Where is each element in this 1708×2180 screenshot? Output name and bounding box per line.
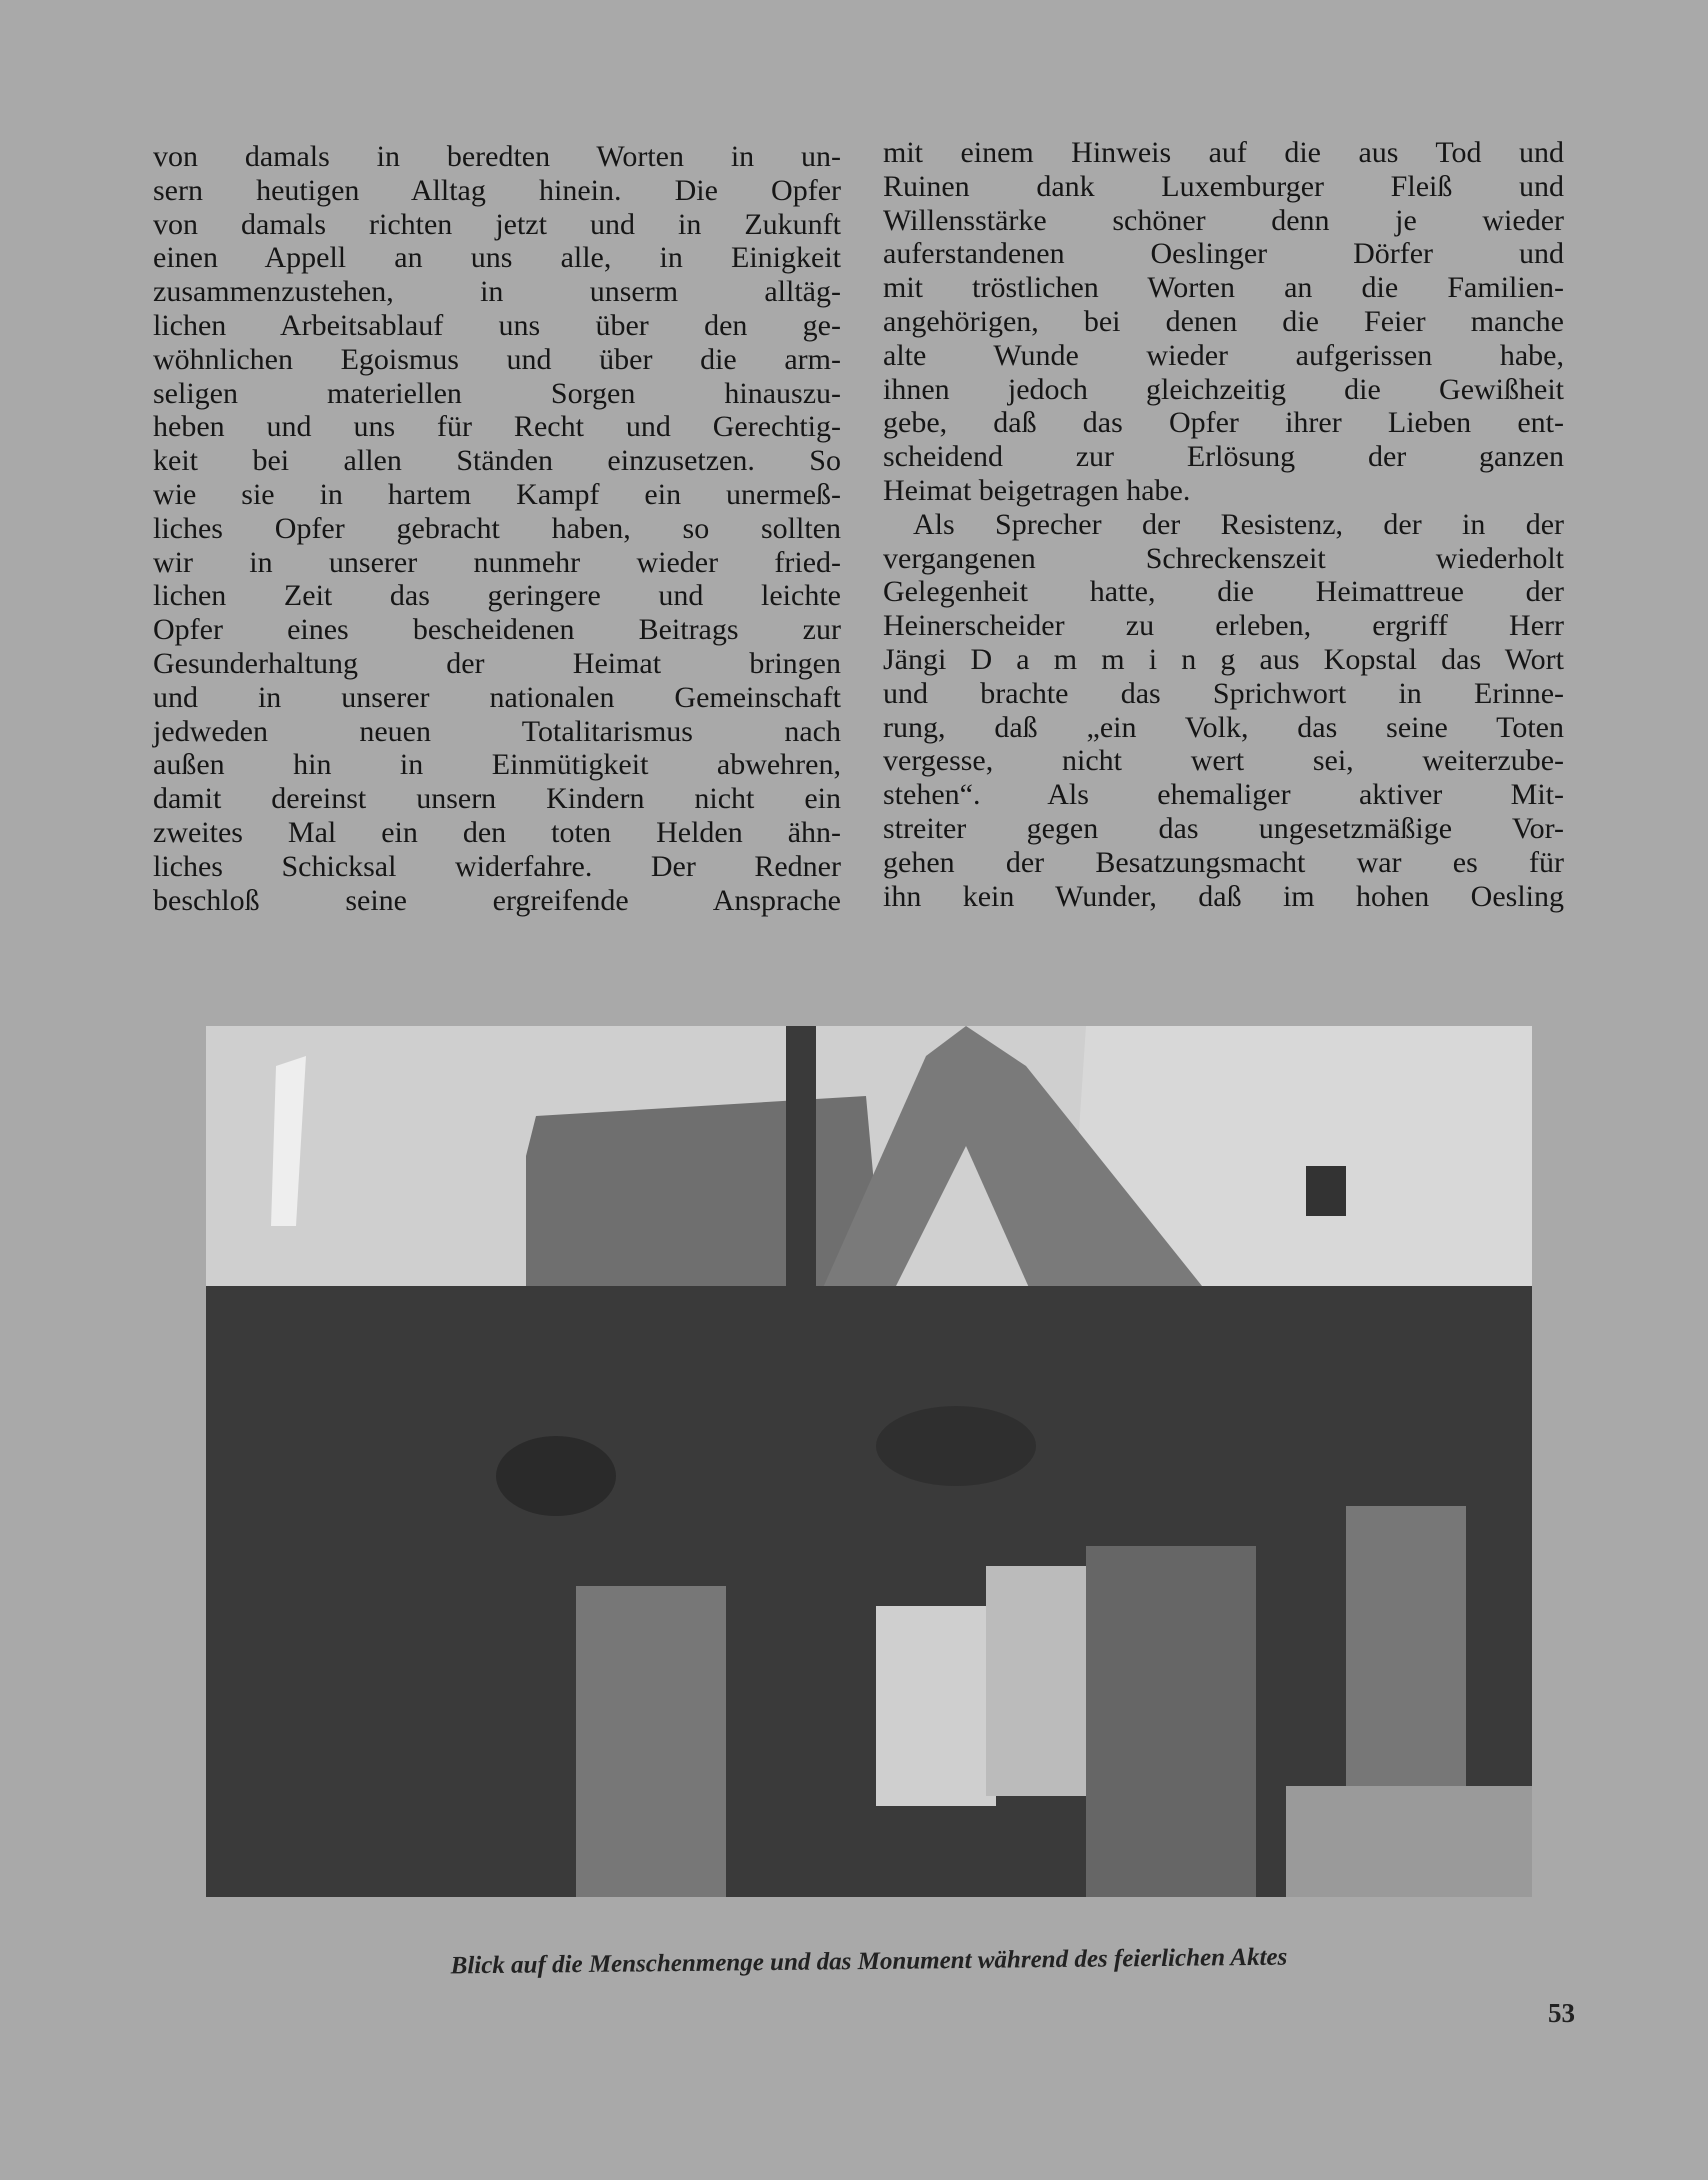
text-line: und in unserer nationalen Gemeinschaft [153,680,841,714]
page-number: 53 [1548,1998,1575,2028]
text-line: einen Appell an uns alle, in Einigkeit [153,241,841,275]
text-column-left [153,140,841,917]
text-line: ihn kein Wunder, daß im hohen Oesling [883,879,1564,913]
photo-crowd-monument [206,1026,1532,1897]
text-line: liches Schicksal widerfahre. Der Redner [153,849,841,883]
text-line: gebe, daß das Opfer ihrer Lieben ent- [883,406,1564,440]
text-line: auferstandenen Oeslinger Dörfer und [883,237,1564,271]
text-line: alte Wunde wieder aufgerissen habe, [883,338,1564,372]
text-column-right [883,136,1564,913]
text-line: außen hin in Einmütigkeit abwehren, [153,748,841,782]
text-line: damit dereinst unsern Kindern nicht ein [153,782,841,816]
text-line: sern heutigen Alltag hinein. Die Opfer [153,173,841,207]
text-line: beschloß seine ergreifende Ansprache [153,883,841,917]
text-line: vergesse, nicht wert sei, weiterzube- [883,744,1564,778]
text-line: mit tröstlichen Worten an die Familien- [883,271,1564,305]
text-line: jedweden neuen Totalitarismus nach [153,714,841,748]
text-line: wie sie in hartem Kampf ein unermeß- [153,477,841,511]
text-line: Heinerscheider zu erleben, ergriff Herr [883,609,1564,643]
text-line: Ruinen dank Luxemburger Fleiß und [883,169,1564,203]
text-line: wöhnlichen Egoismus und über die arm- [153,342,841,376]
text-line: angehörigen, bei denen die Feier manche [883,304,1564,338]
text-line: und brachte das Sprichwort in Erinne- [883,676,1564,710]
text-line: seligen materiellen Sorgen hinauszu- [153,376,841,410]
photo-caption: Blick auf die Menschenmenge und das Monument während des feierlichen Aktes [450,1943,1288,1980]
text-line: ihnen jedoch gleichzeitig die Gewißheit [883,372,1564,406]
text-line: zusammenzustehen, in unserm alltäg- [153,275,841,309]
text-line: Opfer eines bescheidenen Beitrags zur [153,613,841,647]
text-line: Gesunderhaltung der Heimat bringen [153,646,841,680]
text-line: streiter gegen das ungesetzmäßige Vor- [883,811,1564,845]
text-line: scheidend zur Erlösung der ganzen [883,440,1564,474]
text-line: lichen Arbeitsablauf uns über den ge- [153,308,841,342]
text-line: lichen Zeit das geringere und leichte [153,579,841,613]
text-line: Heimat beigetragen habe. [883,473,1191,507]
photo-image [206,1026,1532,1897]
text-line: keit bei allen Ständen einzusetzen. So [153,444,841,478]
text-line: von damals richten jetzt und in Zukunft [153,207,841,241]
text-line: Als Sprecher der Resistenz, der in der [913,507,1564,541]
text-line: stehen“. Als ehemaliger aktiver Mit- [883,778,1564,812]
text-line: gehen der Besatzungsmacht war es für [883,845,1564,879]
text-line: von damals in beredten Worten in un- [153,140,841,173]
text-line: wir in unserer nunmehr wieder fried- [153,545,841,579]
text-line: vergangenen Schreckenszeit wiederholt [883,541,1564,575]
text-line: liches Opfer gebracht haben, so sollten [153,511,841,545]
text-line: heben und uns für Recht und Gerechtig- [153,410,841,444]
text-line: zweites Mal ein den toten Helden ähn- [153,815,841,849]
text-line: Gelegenheit hatte, die Heimattreue der [883,575,1564,609]
text-line: mit einem Hinweis auf die aus Tod und [883,136,1564,169]
text-line: Willensstärke schöner denn je wieder [883,203,1564,237]
text-line: Jängi D a m m i n g aus Kopstal das Wort [883,642,1564,676]
text-line: rung, daß „ein Volk, das seine Toten [883,710,1564,744]
